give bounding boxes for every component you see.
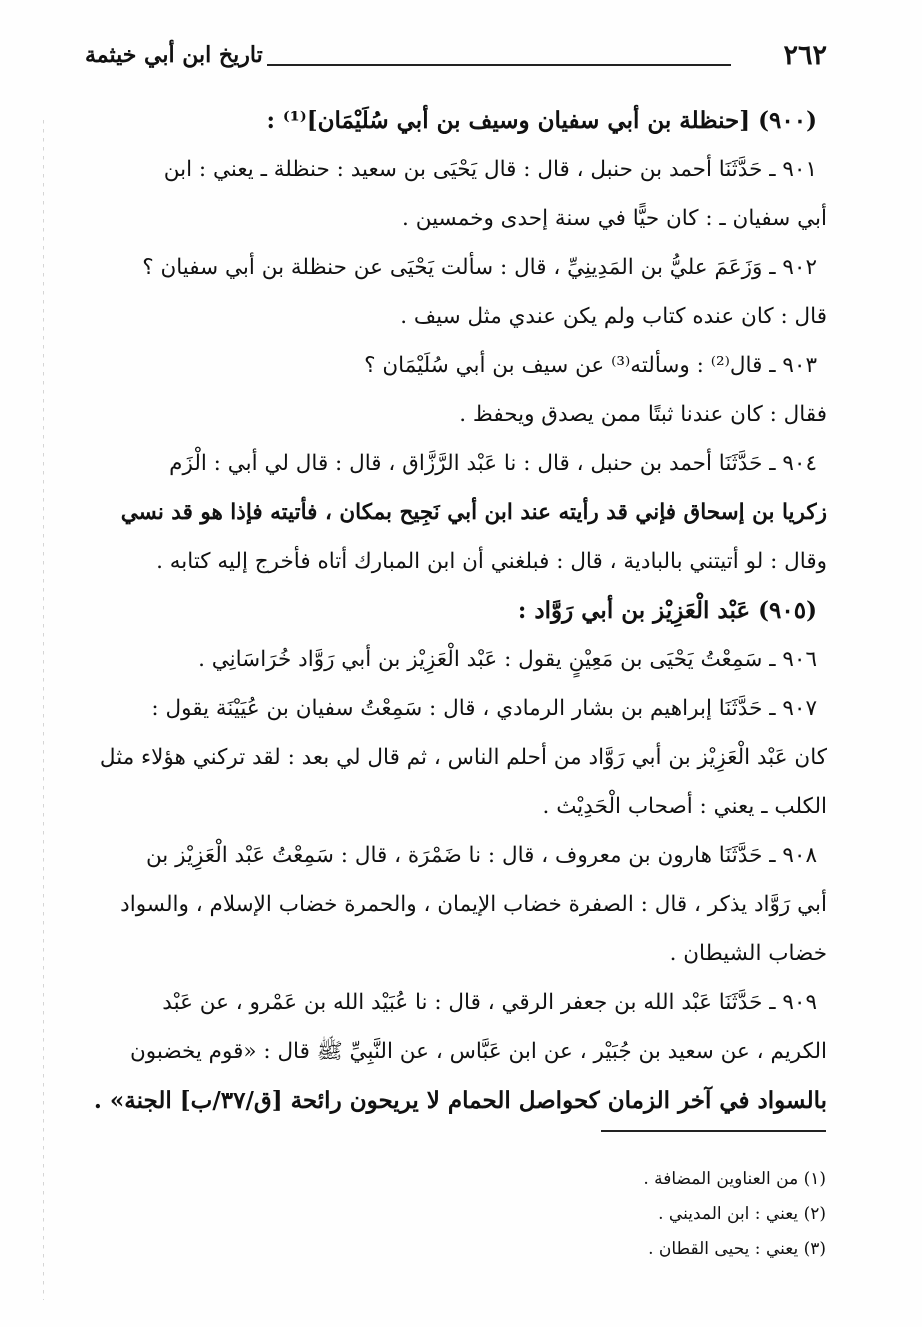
entry-902-line-2: قال : كان عنده كتاب ولم يكن عندي مثل سيف . [400, 304, 827, 329]
entry-908-line-2: أبي رَوَّاد يذكر ، قال : الصفرة خضاب الإيمان ، والحمرة خضاب الإسلام ، والسواد [120, 892, 827, 917]
entry-907-line-2: كان عَبْد الْعَزِيْز بن أبي رَوَّاد من أحلم الناس ، ثم قال لي بعد : لقد تركني هؤلاء مثل [99, 745, 827, 770]
entry-907-line-1: ٩٠٧ ـ حَدَّثَنَا إبراهيم بن بشار الرمادي ، قال : سَمِعْتُ سفيان بن عُيَيْنَة يقول : [151, 696, 817, 721]
footnote-2: (٢) يعني : ابن المديني . [658, 1204, 826, 1224]
entry-906: ٩٠٦ ـ سَمِعْتُ يَحْيَى بن مَعِيْنٍ يقول : عَبْد الْعَزِيْز بن أبي رَوَّاد خُرَاسَانِي . [198, 647, 817, 672]
section-heading-900: (٩٠٠) [حنظلة بن أبي سفيان وسيف بن أبي سُلَيْمَان]⁽¹⁾ : [266, 107, 817, 134]
running-title: تاريخ ابن أبي خيثمة [85, 42, 263, 68]
entry-904-line-3: وقال : لو أتيتني بالبادية ، قال : فبلغني أن ابن المبارك أتاه فأخرج إليه كتابه . [156, 549, 827, 574]
entry-908-line-3: خضاب الشيطان . [669, 941, 827, 966]
entry-901-line-2: أبي سفيان ـ : كان حيًّا في سنة إحدى وخمسين . [402, 206, 827, 231]
entry-904-line-1: ٩٠٤ ـ حَدَّثَنَا أحمد بن حنبل ، قال : نا عَبْد الرَّزَّاق ، قال : قال لي أبي : الْزَم [169, 451, 817, 476]
entry-904-line-2: زكريا بن إسحاق فإني قد رأيته عند ابن أبي نَجِيح بمكان ، فأتيته فإذا هو قد نسي [120, 500, 827, 525]
header-rule [267, 64, 731, 66]
footnote-1: (١) من العناوين المضافة . [643, 1169, 826, 1189]
entry-901-line-1: ٩٠١ ـ حَدَّثَنَا أحمد بن حنبل ، قال : قال يَحْيَى بن سعيد : حنظلة ـ يعني : ابن [163, 157, 817, 182]
main-text [84, 96, 827, 1125]
page-number: ٢٦٢ [783, 40, 827, 71]
entry-903-line-2: فقال : كان عندنا ثبتًا ممن يصدق ويحفظ . [459, 402, 827, 427]
entry-909-line-1: ٩٠٩ ـ حَدَّثَنَا عَبْد الله بن جعفر الرقي ، قال : نا عُبَيْد الله بن عَمْرو ، عن عَبْد [162, 990, 817, 1015]
entry-909-line-2: الكريم ، عن سعيد بن جُبَيْر ، عن ابن عَبَّاس ، عن النَّبِيِّ ﷺ قال : «قوم يخضبون [129, 1039, 827, 1064]
section-heading-905: (٩٠٥) عَبْد الْعَزِيْز بن أبي رَوَّاد : [517, 597, 817, 624]
page-header [85, 38, 827, 82]
footnote-3: (٣) يعني : يحيى القطان . [648, 1239, 826, 1259]
entry-902-line-1: ٩٠٢ ـ وَزَعَمَ عليُّ بن المَدِينِيِّ ، قال : سألت يَحْيَى عن حنظلة بن أبي سفيان ؟ [142, 255, 817, 280]
entry-909-line-3: بالسواد في آخر الزمان كحواصل الحمام لا يريحون رائحة [ق/٣٧/ب] الجنة» . [93, 1087, 827, 1114]
entry-907-line-3: الكلب ـ يعني : أصحاب الْحَدِيْث . [542, 794, 827, 819]
footnote-separator [601, 1130, 826, 1132]
entry-903-line-1: ٩٠٣ ـ قال⁽²⁾ : وسألته⁽³⁾ عن سيف بن أبي سُلَيْمَان ؟ [364, 353, 817, 378]
page-margin-shadow [43, 120, 44, 1300]
footnotes [300, 1162, 826, 1267]
entry-908-line-1: ٩٠٨ ـ حَدَّثَنَا هارون بن معروف ، قال : نا ضَمْرَة ، قال : سَمِعْتُ عَبْد الْعَزِيْز بن [145, 843, 817, 868]
